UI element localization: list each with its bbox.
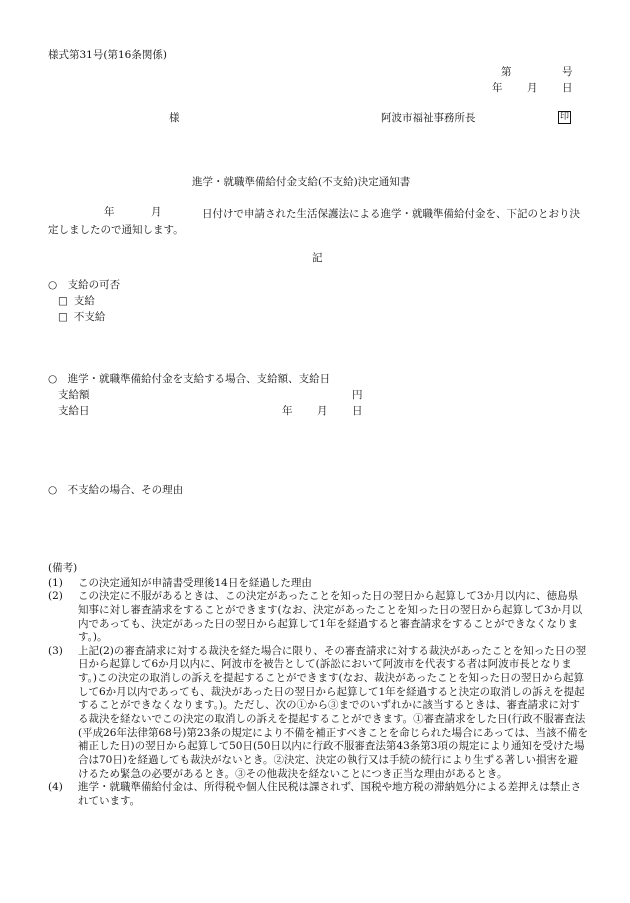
note-item [48, 781, 588, 808]
date-month-label: 月 [527, 82, 538, 94]
note-text: 進学・就職準備給付金は、所得税や個人住民税は課されず、国税や地方税の滞納処分による差押えは禁止されています。 [78, 781, 582, 807]
payment-day-label: 日 [352, 405, 363, 417]
date-day-label: 日 [562, 82, 573, 94]
checkbox-icon: □ [58, 295, 68, 307]
payment-year-label: 年 [282, 405, 293, 417]
note-item [48, 645, 588, 781]
notes-heading: (備考) [48, 562, 78, 574]
option-reject-label: 不支給 [73, 311, 106, 323]
seal-mark: 印 [559, 112, 569, 122]
notes-section [48, 562, 588, 809]
amount-label: 支給額 [58, 389, 90, 401]
issuer: 阿波市福祉事務所長 [381, 112, 476, 124]
note-number: (2) [48, 590, 63, 603]
note-item [48, 590, 588, 645]
addressee-suffix: 様 [169, 112, 180, 124]
option-approve [58, 295, 95, 309]
note-text: この決定に不服があるときは、この決定があったことを知った日の翌日から起算して3か月以内に、徳島県知事に対し審査請求をすることができます(なお、決定があったことを知った日の翌日から起算して3か月以内であっても、決定があった日の翌日から起算して1年を経過すると審査請求をすることができなくなります。)。 [78, 590, 583, 644]
intro-month: 月 [151, 206, 162, 218]
note-text: この決定通知が申請書受理後14日を経過した理由 [78, 576, 312, 589]
ki-label: 記 [312, 252, 323, 264]
note-number: (3) [48, 644, 63, 657]
intro-text: 日付けで申請された生活保護法による進学・就職準備給付金を、下記のとおり決定しましたので通知します。 [48, 208, 580, 236]
checkbox-icon: □ [58, 311, 68, 323]
number-label-go: 号 [562, 66, 573, 78]
section-approval-heading: ○ 支給の可否 [48, 279, 121, 291]
note-text: 上記(2)の審査請求に対する裁決を経た場合に限り、その審査請求に対する裁決があったことを知った日の翌日から起算して6か月以内に、阿波市を被告として(訴訟において阿波市を代表する者は阿波市長となります。)この決定の取消しの訴えを提起することができます(なお、裁決があったことを知った日の翌日から起算して6か月以内であっても、裁決があった日の翌日から起算して1年を経過すると決定の取消しの訴えを提起することができなくなります。)。ただし、次の①から③までのいずれかに該当するときは、審査請求に対する裁決を経ないでこの決定の取消しの訴えを提起することができます。①審査請求をした日(行政不服審査法(平成26年法律第68号)第23条の規定により不備を補正すべきことを命じられた場合にあっては、当該不備を補正した日)の翌日から起算して50日(50日以内に行政不服審査法第43条第3項の規定により通知を受けた場合は70日)を経過しても裁決がないとき。②決定、決定の執行又は手続の続行により生ずる著しい損害を避けるため緊急の必要があるとき。③その他裁決を経ないことにつき正当な理由があるとき。 [78, 644, 588, 780]
note-number: (4) [48, 781, 63, 794]
payment-month-label: 月 [317, 405, 328, 417]
option-approve-label: 支給 [73, 295, 95, 307]
section-amount-heading: ○ 進学・就職準備給付金を支給する場合、支給額、支給日 [48, 373, 331, 385]
amount-unit: 円 [352, 389, 363, 401]
option-reject [58, 311, 105, 325]
form-id: 様式第31号(第16条関係) [48, 49, 167, 61]
note-item [48, 577, 588, 591]
intro-year: 年 [104, 206, 115, 218]
date-year-label: 年 [492, 82, 503, 94]
document-title: 進学・就職準備給付金支給(不支給)決定通知書 [192, 176, 411, 188]
note-number: (1) [48, 576, 63, 589]
number-label-dai: 第 [501, 66, 512, 78]
section-reason-heading: ○ 不支給の場合、その理由 [48, 484, 184, 496]
payment-date-label: 支給日 [58, 405, 90, 417]
